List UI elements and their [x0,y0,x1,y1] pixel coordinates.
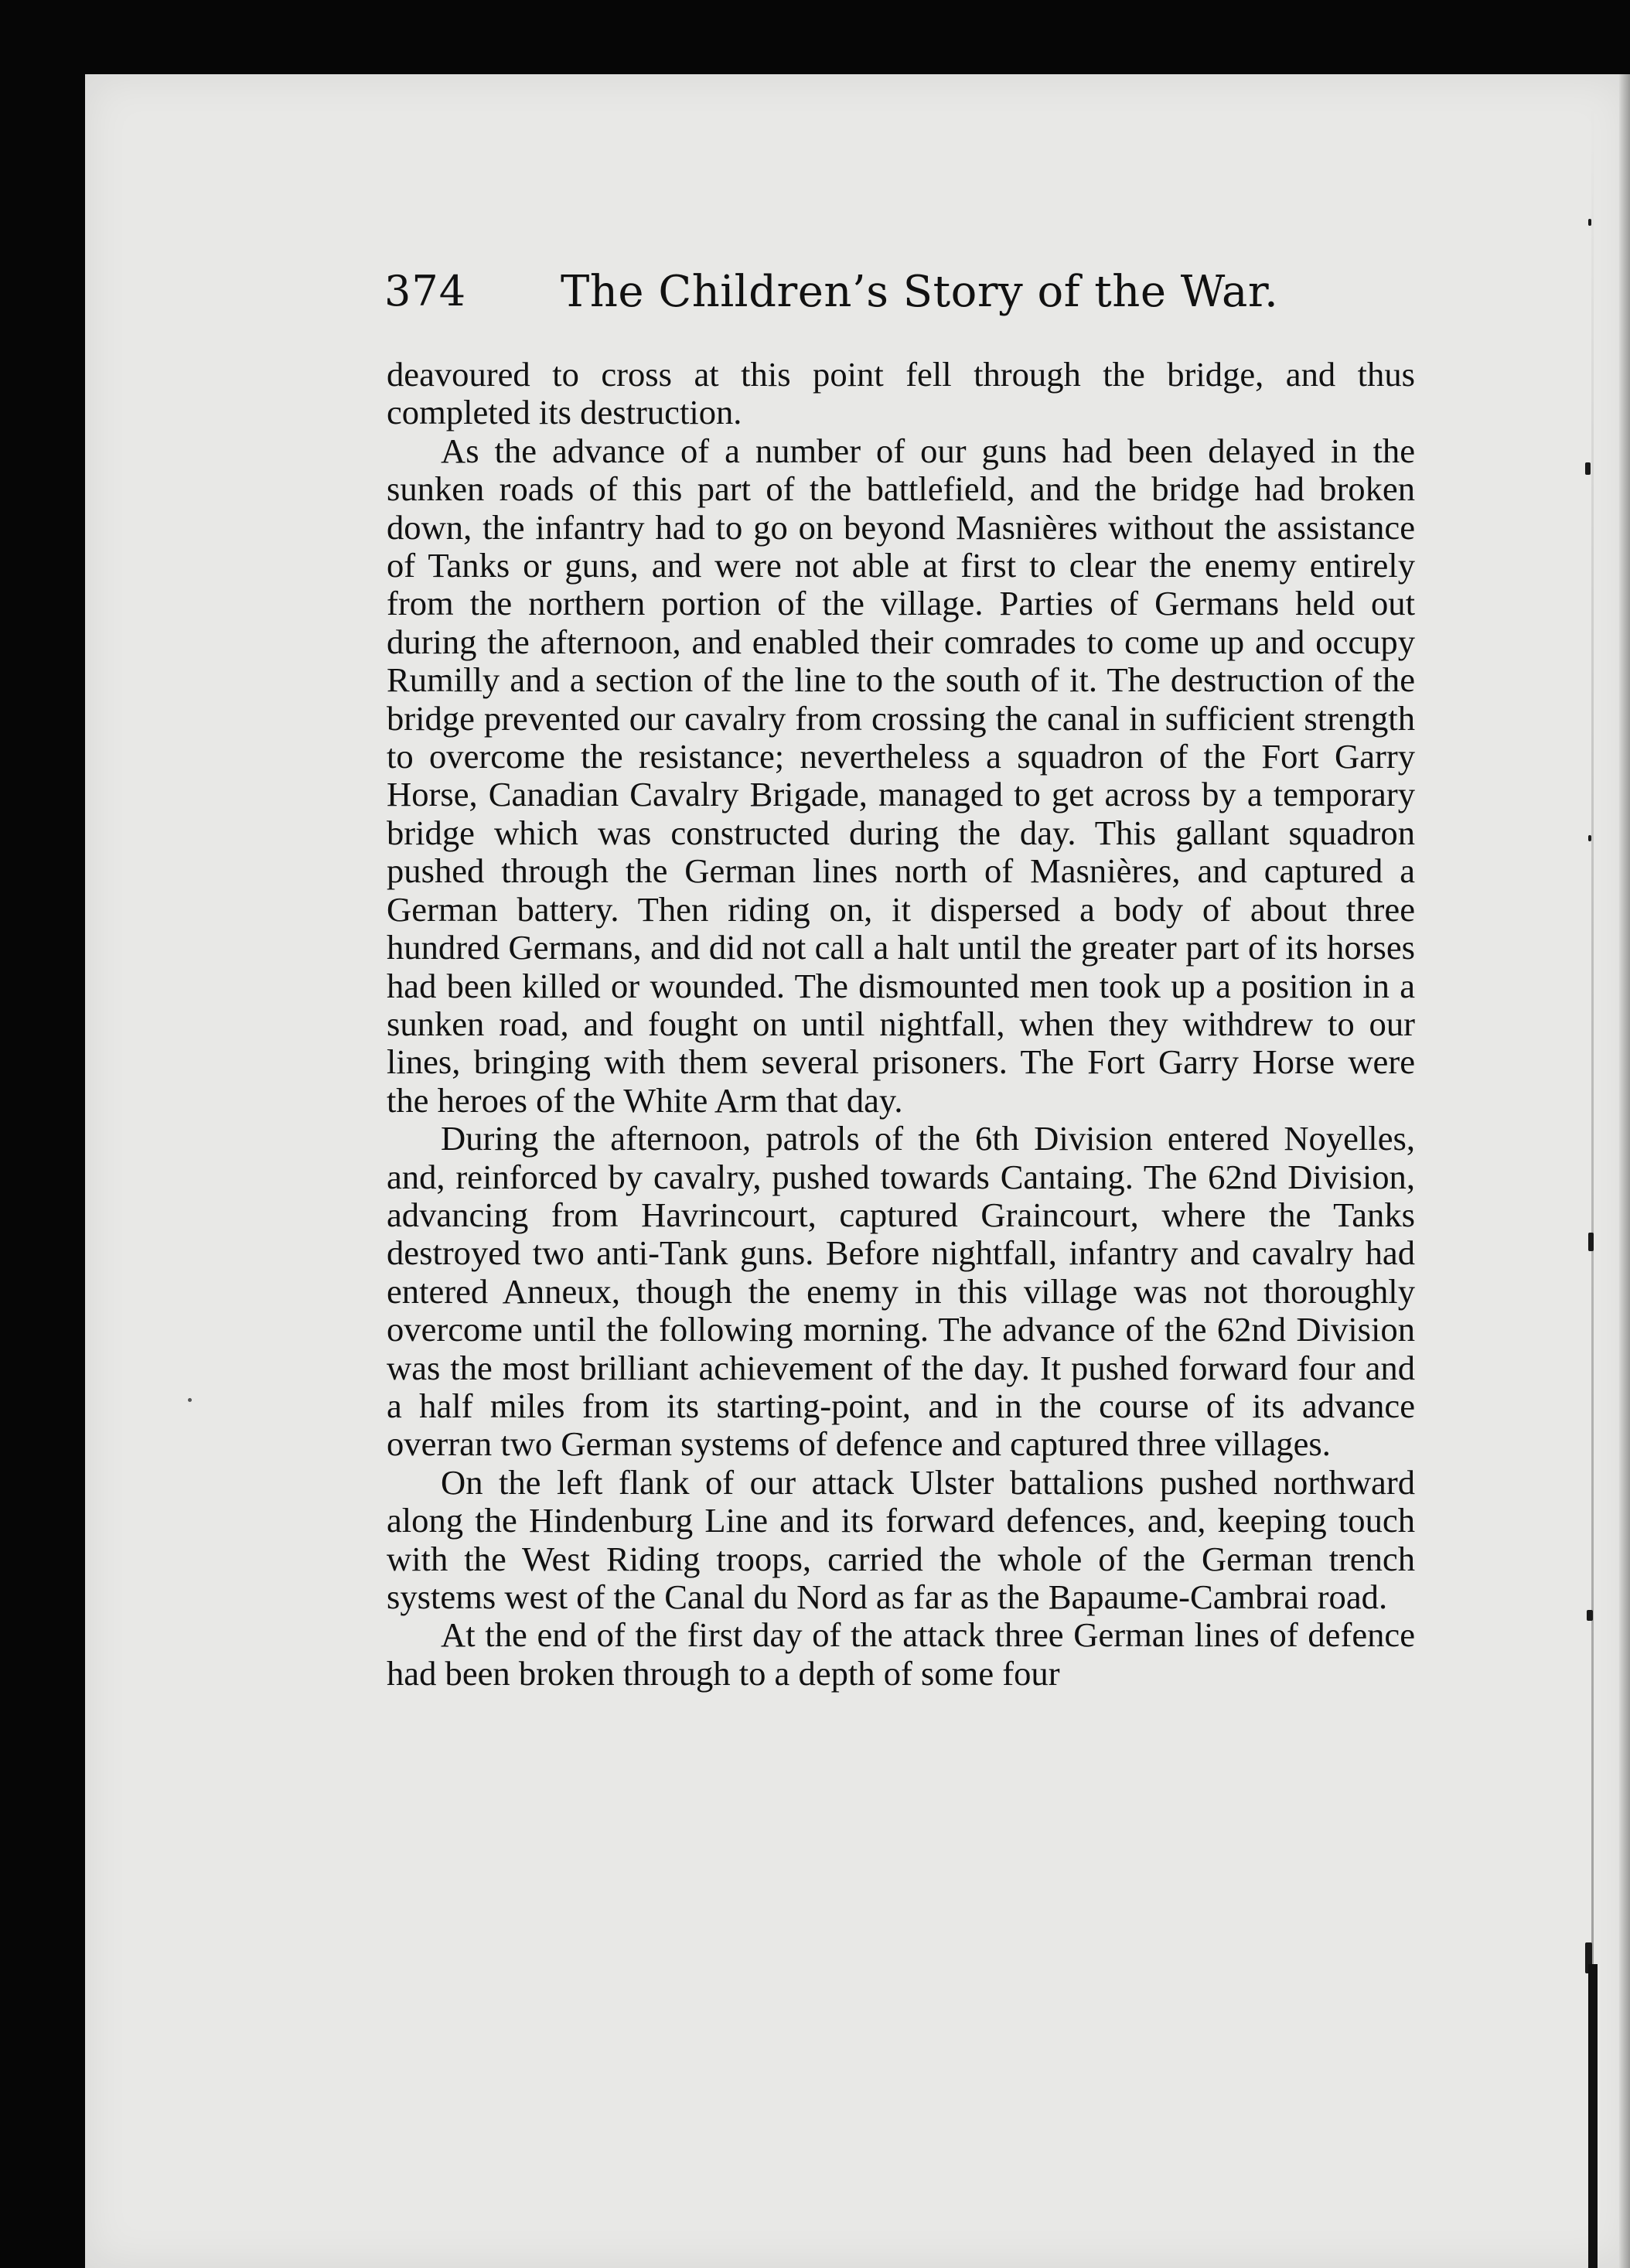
edge-mark [1587,1610,1593,1621]
body-text [387,356,1415,1693]
paragraph: As the advance of a number of our guns had been delayed in the sunken roads of this part of the battlefield, and the bridge had broken down, the infantry had to go on beyond Masnières without the assistance of Tanks or guns, and were not able at first to clear the enemy entirely from the northern portion of the village. Parties of Germans held out during the afternoon, and enabled their comrades to come up and occupy Rumilly and a section of the line to the south of it. The destruction of the bridge prevented our cavalry from crossing the canal in sufficient strength to overcome the resistance; nevertheless a squadron of the Fort Garry Horse, Canadian Cavalry Brigade, managed to get across by a temporary bridge which was constructed during the day. This gallant squadron pushed through the German lines north of Masnières, and captured a German battery. Then riding on, it dispersed a body of about three hundred Germans, and did not call a halt until the greater part of its horses had been killed or wounded. The dismounted men took up a position in a sunken road, and fought on until nightfall, when they withdrew to our lines, bringing with them several prisoners. The Fort Garry Horse were the heroes of the White Arm that day. [387,431,1415,1120]
paragraph: During the afternoon, patrols of the 6th Division entered Noyelles, and, reinforced by cavalry, pushed towards Cantaing. The 62nd Division, advancing from Havrincourt, captured Graincourt, where the Tanks destroyed two anti-Tank guns. Before nightfall, infantry and cavalry had entered Anneux, though the enemy in this village was not thoroughly overcome until the following morning. The advance of the 62nd Division was the most brilliant achievement of the day. It pushed forward four and a half miles from its starting-point, and in the course of its advance overran two German systems of defence and captured three villages. [387,1119,1415,1464]
dust-speck [188,1398,192,1402]
edge-mark [1588,1233,1594,1251]
running-header [384,267,1420,336]
paragraph: At the end of the first day of the attack three German lines of defence had been broken through to a depth of some four [387,1615,1415,1693]
edge-mark [1585,462,1591,475]
page-number: 374 [384,267,467,315]
paragraph: deavoured to cross at this point fell through the bridge, and thus completed its destruction. [387,355,1415,432]
edge-mark [1588,219,1591,226]
paragraph: On the left flank of our attack Ulster battalions pushed northward along the Hindenburg Line and its forward defences, and, keeping touch with the West Riding troops, carried the whole of the German trench systems west of the Canal du Nord as far as the Bapaume-Cambrai road. [387,1462,1415,1616]
page-fold-line [1591,101,1594,2266]
edge-mark [1588,835,1591,841]
running-title: The Children’s Story of the War. [561,267,1279,317]
page-edge-shadow [1588,1964,1598,2268]
page-right-shadow [1619,74,1630,2268]
